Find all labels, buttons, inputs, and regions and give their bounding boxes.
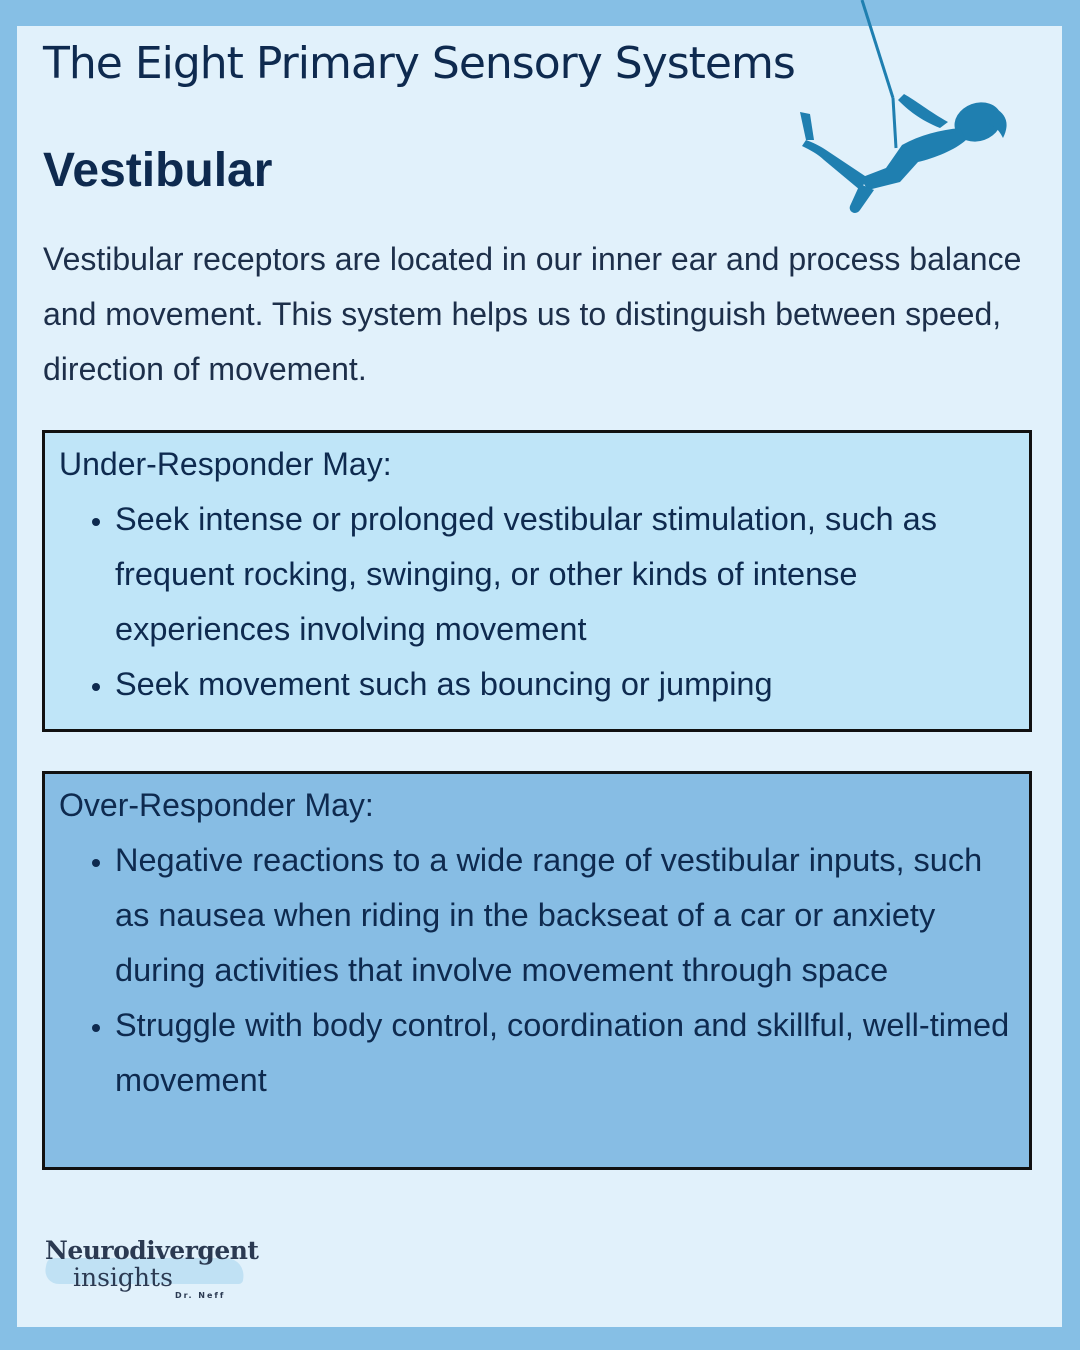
under-responder-box xyxy=(42,430,1032,732)
logo-wordmark-line2: insights xyxy=(73,1263,173,1292)
under-responder-list xyxy=(59,492,1013,712)
brand-logo xyxy=(45,1236,285,1306)
list-item: • Struggle with body control, coordination and skillful, well-timed movement xyxy=(115,998,1013,1108)
over-responder-box xyxy=(42,771,1032,1170)
list-item: • Seek intense or prolonged vestibular stimulation, such as frequent rocking, swinging, or other kinds of intense experiences involving movement xyxy=(115,492,1013,657)
over-responder-title: Over-Responder May: xyxy=(59,787,374,823)
logo-wordmark-line1: Neurodivergent xyxy=(45,1236,259,1265)
list-item: • Negative reactions to a wide range of vestibular inputs, such as nausea when riding in the backseat of a car or anxiety during activities that involve movement through space xyxy=(115,833,1013,998)
list-item: • Seek movement such as bouncing or jumping xyxy=(115,657,1013,712)
over-responder-list xyxy=(59,833,1013,1108)
under-responder-title: Under-Responder May: xyxy=(59,446,392,482)
child-on-swing-icon xyxy=(790,0,1020,220)
intro-paragraph: Vestibular receptors are located in our inner ear and process balance and movement. This system helps us to distinguish between speed, direction of movement. xyxy=(43,241,1022,387)
logo-author: Dr. Neff xyxy=(175,1291,226,1300)
page-title: The Eight Primary Sensory Systems xyxy=(43,38,795,89)
section-heading: Vestibular xyxy=(43,144,273,197)
